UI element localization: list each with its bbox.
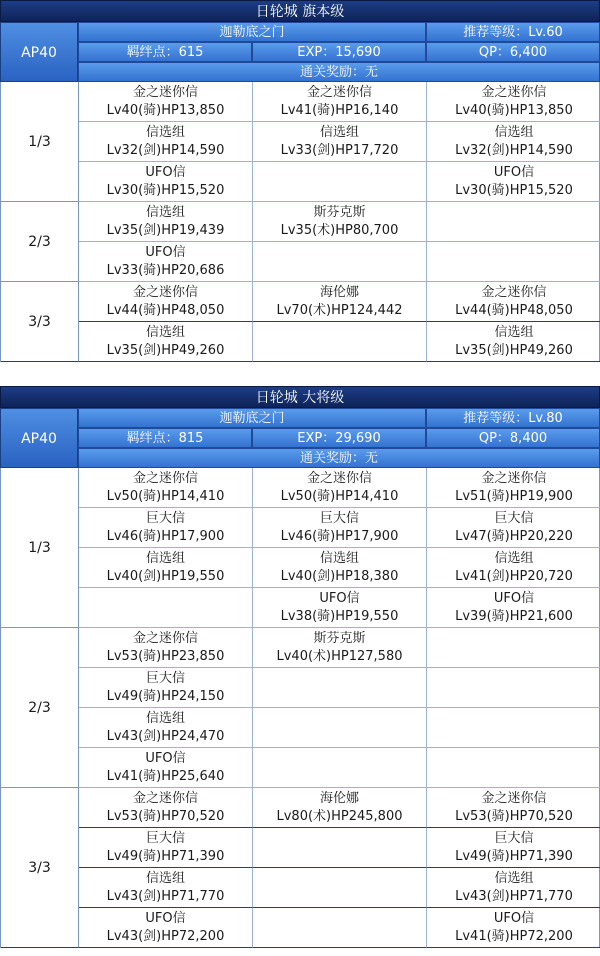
enemy-cell — [427, 282, 600, 322]
enemy-name: 巨大信 — [319, 510, 359, 526]
enemy-grid — [79, 628, 600, 788]
enemy-cell — [253, 122, 427, 162]
enemy-cell — [427, 748, 600, 788]
enemy-cell — [253, 908, 427, 948]
enemy-stats: Lv44(骑)HP48,050 — [455, 302, 573, 318]
enemy-cell — [253, 468, 427, 508]
enemy-name: UFO信 — [493, 164, 535, 180]
enemy-cell — [79, 508, 253, 548]
enemy-name: UFO信 — [145, 244, 186, 260]
enemy-cell — [427, 628, 600, 668]
enemy-stats: Lv43(剑)HP71,770 — [106, 888, 225, 904]
enemy-cell — [79, 788, 253, 828]
enemy-stats: Lv43(剑)HP24,470 — [106, 728, 225, 744]
enemy-grid — [79, 468, 600, 628]
ap-cost: AP40 — [0, 408, 78, 468]
enemy-name: 金之迷你信 — [481, 84, 547, 100]
enemy-stats: Lv51(骑)HP19,900 — [455, 488, 573, 504]
enemy-cell — [253, 242, 427, 282]
enemy-cell — [427, 708, 600, 748]
enemy-cell — [79, 162, 253, 202]
enemy-cell — [253, 162, 427, 202]
enemy-cell — [79, 548, 253, 588]
enemy-name: UFO信 — [145, 750, 186, 766]
enemy-stats: Lv40(术)HP127,580 — [276, 648, 403, 664]
enemy-stats: Lv53(骑)HP23,850 — [106, 648, 225, 664]
enemy-stats: Lv30(骑)HP15,520 — [455, 182, 573, 198]
enemy-cell — [427, 508, 600, 548]
enemy-cell — [253, 668, 427, 708]
enemy-name: UFO信 — [319, 590, 360, 606]
enemy-cell — [79, 828, 253, 868]
stage-label: 3/3 — [1, 788, 79, 948]
enemy-cell — [253, 788, 427, 828]
enemy-stats: Lv35(术)HP80,700 — [280, 222, 399, 238]
enemy-name: 金之迷你信 — [481, 284, 547, 300]
enemy-name: 金之迷你信 — [481, 790, 547, 806]
enemy-name: 信选组 — [319, 124, 359, 140]
ap-cost: AP40 — [0, 22, 78, 82]
enemy-grid — [79, 282, 600, 362]
exp-value: EXP：15,690 — [252, 42, 426, 62]
stage-1 — [0, 82, 600, 202]
enemy-stats: Lv46(骑)HP17,900 — [280, 528, 399, 544]
enemy-cell — [427, 322, 600, 362]
enemy-stats: Lv50(骑)HP14,410 — [106, 488, 225, 504]
enemy-stats: Lv32(剑)HP14,590 — [106, 142, 225, 158]
stage-label: 1/3 — [1, 82, 79, 202]
enemy-stats: Lv44(骑)HP48,050 — [106, 302, 225, 318]
enemy-name: 巨大信 — [494, 830, 534, 846]
enemy-stats: Lv38(骑)HP19,550 — [280, 608, 399, 624]
enemy-stats: Lv53(骑)HP70,520 — [455, 808, 573, 824]
enemy-cell — [253, 322, 427, 362]
enemy-stats: Lv40(骑)HP13,850 — [455, 102, 573, 118]
enemy-stats: Lv49(骑)HP71,390 — [106, 848, 225, 864]
enemy-cell — [253, 508, 427, 548]
enemy-cell — [79, 282, 253, 322]
stage-label: 3/3 — [1, 282, 79, 362]
enemy-name: 斯芬克斯 — [313, 204, 366, 220]
enemy-name: 海伦娜 — [319, 284, 359, 300]
enemy-name: 巨大信 — [145, 830, 185, 846]
enemy-grid — [79, 202, 600, 282]
enemy-cell — [427, 82, 600, 122]
enemy-stats: Lv35(剑)HP49,260 — [106, 342, 225, 358]
enemy-name: 信选组 — [145, 870, 185, 886]
enemy-stats: Lv47(骑)HP20,220 — [455, 528, 573, 544]
enemy-stats: Lv50(骑)HP14,410 — [280, 488, 399, 504]
quest-location: 迦勒底之门 — [78, 408, 426, 428]
enemy-cell — [427, 828, 600, 868]
enemy-cell — [427, 162, 600, 202]
bond-points: 羁绊点：615 — [78, 42, 252, 62]
enemy-stats: Lv33(剑)HP17,720 — [280, 142, 399, 158]
enemy-cell — [79, 628, 253, 668]
enemy-name: 信选组 — [145, 124, 185, 140]
enemy-cell — [79, 322, 253, 362]
enemy-name: 金之迷你信 — [132, 630, 198, 646]
recommend-level: 推荐等级：Lv.80 — [426, 408, 600, 428]
enemy-cell — [427, 788, 600, 828]
enemy-stats: Lv49(骑)HP24,150 — [106, 688, 225, 704]
enemy-name: 金之迷你信 — [306, 84, 372, 100]
stage-2 — [0, 628, 600, 788]
enemy-stats: Lv40(剑)HP19,550 — [106, 568, 225, 584]
enemy-cell — [253, 548, 427, 588]
enemy-stats: Lv40(剑)HP18,380 — [280, 568, 399, 584]
enemy-name: 海伦娜 — [319, 790, 359, 806]
enemy-name: UFO信 — [493, 910, 535, 926]
enemy-name: 金之迷你信 — [132, 790, 198, 806]
enemy-name: 信选组 — [494, 870, 534, 886]
enemy-stats: Lv30(骑)HP15,520 — [106, 182, 225, 198]
enemy-cell — [79, 122, 253, 162]
enemy-name: 巨大信 — [145, 670, 185, 686]
enemy-name: UFO信 — [145, 164, 186, 180]
enemy-cell — [79, 242, 253, 282]
stage-label: 1/3 — [1, 468, 79, 628]
enemy-name: 信选组 — [145, 550, 185, 566]
enemy-cell — [79, 868, 253, 908]
enemy-cell — [427, 908, 600, 948]
enemy-name: 信选组 — [494, 124, 534, 140]
quest-title: 日轮城 旗本级 — [0, 0, 600, 22]
quest-table-1 — [0, 0, 600, 362]
enemy-stats: Lv32(剑)HP14,590 — [455, 142, 573, 158]
enemy-name: 斯芬克斯 — [313, 630, 366, 646]
enemy-stats: Lv49(骑)HP71,390 — [455, 848, 573, 864]
enemy-cell — [79, 82, 253, 122]
enemy-stats: Lv40(骑)HP13,850 — [106, 102, 225, 118]
enemy-name: 金之迷你信 — [132, 470, 198, 486]
enemy-cell — [427, 548, 600, 588]
enemy-cell — [427, 242, 600, 282]
enemy-cell — [253, 868, 427, 908]
enemy-cell — [427, 668, 600, 708]
stage-3 — [0, 282, 600, 362]
enemy-name: 信选组 — [145, 324, 185, 340]
enemy-cell — [79, 202, 253, 242]
enemy-name: 信选组 — [494, 324, 534, 340]
enemy-name: 巨大信 — [494, 510, 534, 526]
clear-reward: 通关奖励：无 — [78, 62, 600, 82]
enemy-cell — [79, 468, 253, 508]
enemy-grid — [79, 788, 600, 948]
enemy-name: 信选组 — [319, 550, 359, 566]
enemy-stats: Lv80(术)HP245,800 — [276, 808, 403, 824]
enemy-stats: Lv41(骑)HP72,200 — [455, 928, 573, 944]
stage-label: 2/3 — [1, 628, 79, 788]
enemy-cell — [427, 468, 600, 508]
enemy-cell — [253, 202, 427, 242]
enemy-stats: Lv70(术)HP124,442 — [276, 302, 403, 318]
enemy-cell — [253, 708, 427, 748]
clear-reward: 通关奖励：无 — [78, 448, 600, 468]
enemy-cell — [79, 748, 253, 788]
enemy-cell — [253, 828, 427, 868]
quest-location: 迦勒底之门 — [78, 22, 426, 42]
enemy-name: 信选组 — [145, 710, 185, 726]
enemy-stats: Lv43(剑)HP71,770 — [455, 888, 573, 904]
enemy-cell — [253, 82, 427, 122]
enemy-name: 金之迷你信 — [306, 470, 372, 486]
enemy-name: UFO信 — [493, 590, 535, 606]
quest-title: 日轮城 大将级 — [0, 386, 600, 408]
qp-value: QP：8,400 — [426, 428, 600, 448]
enemy-cell — [427, 202, 600, 242]
enemy-stats: Lv41(剑)HP20,720 — [455, 568, 573, 584]
enemy-name: 金之迷你信 — [132, 284, 198, 300]
exp-value: EXP：29,690 — [252, 428, 426, 448]
quest-header — [0, 408, 600, 468]
enemy-stats: Lv33(骑)HP20,686 — [106, 262, 225, 278]
enemy-stats: Lv39(骑)HP21,600 — [455, 608, 573, 624]
enemy-stats: Lv35(剑)HP19,439 — [106, 222, 225, 238]
enemy-stats: Lv41(骑)HP16,140 — [280, 102, 399, 118]
enemy-cell — [79, 708, 253, 748]
qp-value: QP：6,400 — [426, 42, 600, 62]
enemy-stats: Lv46(骑)HP17,900 — [106, 528, 225, 544]
quest-table-2 — [0, 386, 600, 948]
stages — [0, 468, 600, 948]
enemy-cell — [253, 588, 427, 628]
enemy-cell — [253, 628, 427, 668]
stages — [0, 82, 600, 362]
stage-1 — [0, 468, 600, 628]
enemy-cell — [427, 122, 600, 162]
enemy-cell — [427, 588, 600, 628]
enemy-cell — [79, 908, 253, 948]
bond-points: 羁绊点：815 — [78, 428, 252, 448]
enemy-stats: Lv41(骑)HP25,640 — [106, 768, 225, 784]
enemy-stats: Lv53(骑)HP70,520 — [106, 808, 225, 824]
quest-header — [0, 22, 600, 82]
enemy-name: 金之迷你信 — [132, 84, 198, 100]
enemy-cell — [79, 668, 253, 708]
enemy-name: UFO信 — [145, 910, 186, 926]
stage-label: 2/3 — [1, 202, 79, 282]
enemy-stats: Lv35(剑)HP49,260 — [455, 342, 573, 358]
enemy-name: 信选组 — [145, 204, 185, 220]
enemy-grid — [79, 82, 600, 202]
enemy-cell — [253, 748, 427, 788]
stage-3 — [0, 788, 600, 948]
enemy-stats: Lv43(剑)HP72,200 — [106, 928, 225, 944]
enemy-cell — [427, 868, 600, 908]
recommend-level: 推荐等级：Lv.60 — [426, 22, 600, 42]
stage-2 — [0, 202, 600, 282]
enemy-name: 信选组 — [494, 550, 534, 566]
enemy-cell — [79, 588, 253, 628]
enemy-name: 金之迷你信 — [481, 470, 547, 486]
enemy-name: 巨大信 — [145, 510, 185, 526]
enemy-cell — [253, 282, 427, 322]
